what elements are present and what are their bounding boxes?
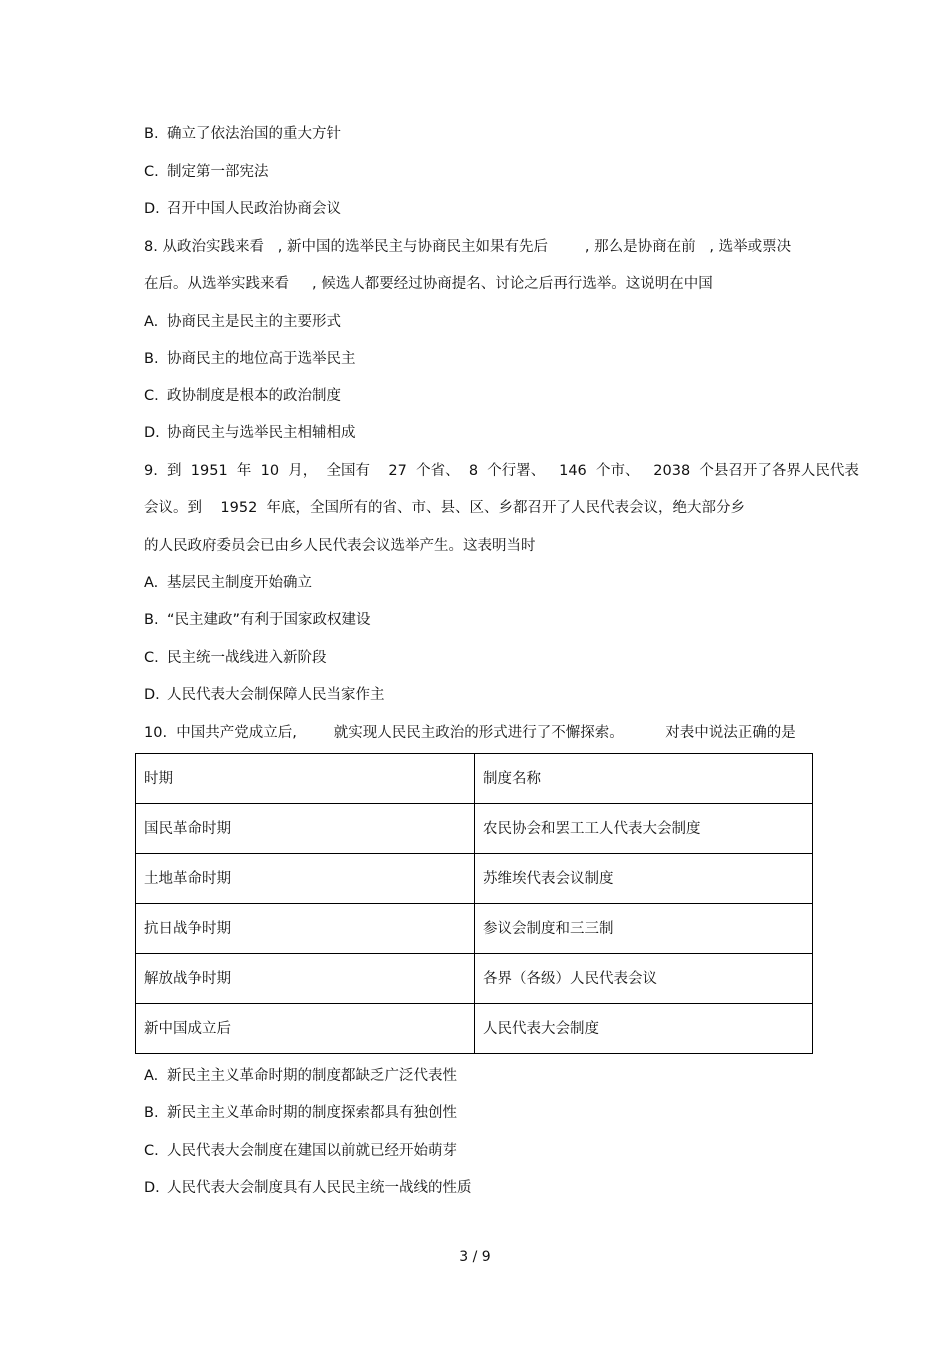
q10-option-d — [144, 1178, 472, 1198]
option-text: 基层民主制度开始确立 — [167, 575, 312, 591]
option-text: 新民主主义革命时期的制度探索都具有独创性 — [167, 1105, 457, 1121]
q9-option-a — [144, 573, 312, 593]
option-letter: A. — [144, 1068, 159, 1084]
table-cell: 参议会制度和三三制 — [475, 904, 813, 954]
option-letter: B. — [144, 612, 159, 628]
q8-option-b — [144, 349, 356, 369]
table-cell: 解放战争时期 — [136, 954, 475, 1004]
table-cell: 农民协会和罢工工人代表大会制度 — [475, 804, 813, 854]
q9-option-d — [144, 685, 385, 705]
table-row — [136, 1004, 813, 1054]
option-letter: A. — [144, 314, 159, 330]
option-letter: C. — [144, 164, 159, 180]
option-text: 协商民主与选举民主相辅相成 — [167, 425, 356, 441]
q10-option-b — [144, 1103, 457, 1123]
option-text: 制定第一部宪法 — [167, 164, 269, 180]
table-cell: 国民革命时期 — [136, 804, 475, 854]
table-row — [136, 854, 813, 904]
option-letter: D. — [144, 201, 160, 217]
option-text: 人民代表大会制保障人民当家作主 — [167, 687, 385, 703]
option-letter: B. — [144, 126, 159, 142]
page-number: 3 / 9 — [459, 1249, 491, 1265]
q10-option-c — [144, 1141, 457, 1161]
option-text: “民主建政”有利于国家政权建设 — [167, 612, 371, 628]
q9-stem-line3: 的人民政府委员会已由乡人民代表会议选举产生。这表明当时 — [144, 538, 536, 554]
option-letter: D. — [144, 425, 160, 441]
q8-option-a — [144, 312, 341, 332]
option-letter: C. — [144, 1143, 159, 1159]
institutions-table — [135, 753, 813, 1054]
option-letter: B. — [144, 351, 159, 367]
q8-option-d — [144, 423, 356, 443]
table-cell: 土地革命时期 — [136, 854, 475, 904]
q8-stem-line2: 在后。从选举实践来看 , 候选人都要经过协商提名、讨论之后再行选举。这说明在中国 — [144, 276, 713, 292]
table-cell: 抗日战争时期 — [136, 904, 475, 954]
option-letter: D. — [144, 1180, 160, 1196]
table-cell: 人民代表大会制度 — [475, 1004, 813, 1054]
option-text: 召开中国人民政治协商会议 — [167, 201, 341, 217]
option-letter: C. — [144, 388, 159, 404]
option-letter: A. — [144, 575, 159, 591]
option-text: 新民主主义革命时期的制度都缺乏广泛代表性 — [167, 1068, 457, 1084]
prev-option-c — [144, 162, 269, 182]
option-text: 人民代表大会制度在建国以前就已经开始萌芽 — [167, 1143, 457, 1159]
table-cell: 新中国成立后 — [136, 1004, 475, 1054]
q8-option-c — [144, 386, 341, 406]
option-text: 协商民主的地位高于选举民主 — [167, 351, 356, 367]
q8-stem-line1: 8. 从政治实践来看 , 新中国的选举民主与协商民主如果有先后 , 那么是协商在前 , 选举或票决 — [144, 239, 792, 255]
option-text: 民主统一战线进入新阶段 — [167, 650, 327, 666]
q10-option-a — [144, 1066, 457, 1086]
table-row — [136, 954, 813, 1004]
option-text: 人民代表大会制度具有人民民主统一战线的性质 — [167, 1180, 472, 1196]
prev-option-b — [144, 124, 341, 144]
table-cell: 各界（各级）人民代表会议 — [475, 954, 813, 1004]
table-header-row — [136, 754, 813, 804]
table-cell: 苏维埃代表会议制度 — [475, 854, 813, 904]
table-header-cell: 制度名称 — [475, 754, 813, 804]
option-text: 协商民主是民主的主要形式 — [167, 314, 341, 330]
table-row — [136, 804, 813, 854]
q10-stem-line1: 10. 中国共产党成立后, 就实现人民民主政治的形式进行了不懈探索。 对表中说法正确的是 — [144, 725, 796, 741]
option-letter: B. — [144, 1105, 159, 1121]
prev-option-d — [144, 199, 341, 219]
q9-option-b — [144, 610, 371, 630]
option-letter: C. — [144, 650, 159, 666]
q9-stem-line1: 9. 到 1951 年 10 月， 全国有 27 个省、 8 个行署、 146 个市、 2038 个县召开了各界人民代表 — [144, 463, 859, 479]
q9-option-c — [144, 648, 327, 668]
option-text: 确立了依法治国的重大方针 — [167, 126, 341, 142]
table-row — [136, 904, 813, 954]
table-header-cell: 时期 — [136, 754, 475, 804]
option-text: 政协制度是根本的政治制度 — [167, 388, 341, 404]
option-letter: D. — [144, 687, 160, 703]
q9-stem-line2: 会议。到 1952 年底，全国所有的省、市、县、区、乡都召开了人民代表会议，绝大部分乡 — [144, 500, 746, 516]
